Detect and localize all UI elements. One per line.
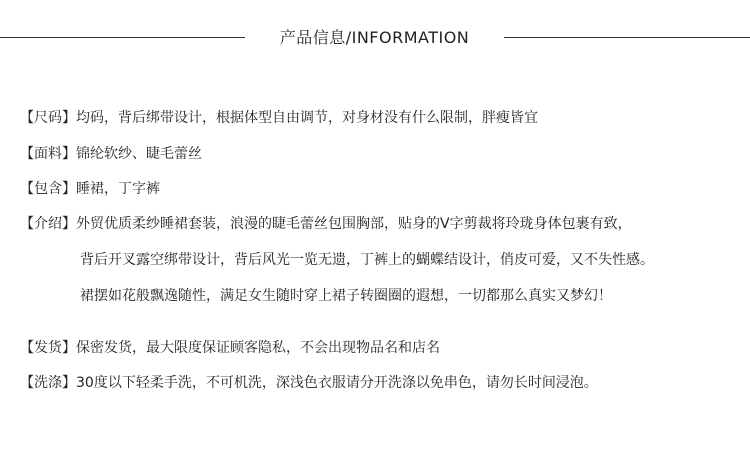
spec-row-intro — [20, 214, 632, 234]
header-rule-right — [504, 37, 750, 38]
spec-text: 保密发货，最大限度保证顾客隐私，不会出现物品名和店名 — [76, 340, 440, 356]
spec-row-size — [20, 108, 538, 128]
spec-text: 锦纶软纱、睫毛蕾丝 — [76, 146, 202, 162]
spec-label: 【尺码】 — [20, 110, 76, 126]
spec-row-material — [20, 144, 202, 164]
section-title: 产品信息/INFORMATION — [279, 28, 470, 47]
spec-row-contents — [20, 179, 160, 199]
spec-intro-line-3: 裙摆如花般飘逸随性，满足女生随时穿上裙子转圈圈的遐想，一切都那么真实又梦幻！ — [80, 288, 612, 304]
spec-label: 【发货】 — [20, 340, 76, 356]
spec-text: 30度以下轻柔手洗，不可机洗，深浅色衣服请分开洗涤以免串色，请勿长时间浸泡。 — [76, 375, 598, 391]
section-header — [0, 26, 750, 50]
spec-label: 【洗涤】 — [20, 375, 76, 391]
spec-intro-line-2: 背后开叉露空绑带设计，背后风光一览无遗，丁裤上的蝴蝶结设计，俏皮可爱，又不失性感。 — [80, 252, 654, 268]
header-rule-left — [0, 37, 245, 38]
spec-label: 【介绍】 — [20, 216, 76, 232]
spec-text: 外贸优质柔纱睡裙套装，浪漫的睫毛蕾丝包围胸部，贴身的V字剪裁将玲珑身体包裹有致， — [76, 216, 632, 232]
spec-text: 睡裙，丁字裤 — [76, 181, 160, 197]
spec-text: 均码，背后绑带设计，根据体型自由调节，对身材没有什么限制，胖瘦皆宜 — [76, 110, 538, 126]
spec-row-shipping — [20, 338, 440, 358]
spec-label: 【面料】 — [20, 146, 76, 162]
spec-row-washing — [20, 373, 598, 393]
spec-label: 【包含】 — [20, 181, 76, 197]
